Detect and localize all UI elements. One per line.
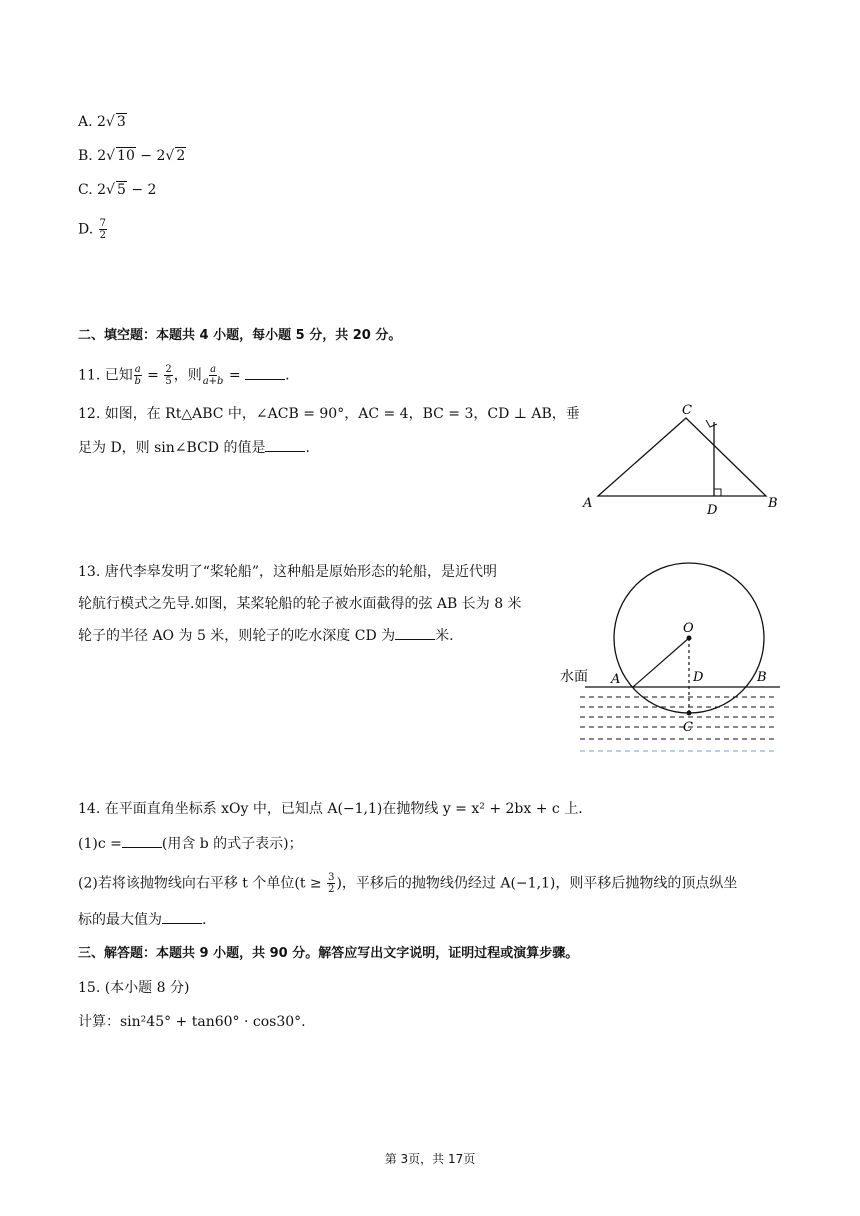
radius-ao [633, 638, 689, 687]
option-d-prefix: D. [78, 221, 98, 238]
option-d [78, 218, 108, 241]
q13-line3-pre: 轮子的半径 AO 为 5 米，则轮子的吃水深度 CD 为 [78, 628, 396, 644]
q11-mid: ，则 [173, 367, 202, 384]
answer-blank[interactable] [395, 627, 435, 640]
q14-line3 [78, 872, 737, 895]
q13-line3-end: 米. [435, 628, 454, 644]
q11-eq1: = [142, 367, 164, 384]
q11-eq2: = [224, 367, 246, 384]
option-c-prefix: C. 2 [78, 182, 107, 198]
q12-line2-end: . [305, 440, 310, 456]
q11-pre: 11. 已知 [78, 367, 133, 384]
answer-blank[interactable] [245, 367, 285, 380]
q14-line2-pre: (1)c = [78, 836, 122, 852]
option-d-fraction: $\frac{7}{2}$ [99, 218, 107, 241]
q13-line1: 13. 唐代李皋发明了“桨轮船”，这种船是原始形态的轮船，是近代明 [78, 564, 498, 580]
answer-blank[interactable] [265, 439, 305, 452]
label-b: B [768, 496, 778, 511]
answer-blank[interactable] [122, 835, 162, 848]
question-11 [78, 364, 290, 387]
triangle-abc [598, 418, 766, 496]
page-footer: 第 3页，共 17页 [384, 1152, 476, 1166]
q14-line4-pre: 标的最大值为 [78, 912, 162, 928]
label-d: D [707, 503, 718, 518]
option-b-radicand-2: 2 [176, 148, 186, 164]
option-b-mid: − 2 [135, 148, 166, 164]
option-b-prefix: B. 2 [78, 148, 107, 164]
q11-fraction-a-b: $\frac{a}{b}$ [134, 364, 141, 387]
q14-line4 [78, 910, 206, 930]
option-a-radicand: 3 [116, 114, 126, 130]
q11-fraction-a-ab: $\frac{a}{a+b}$ [202, 364, 224, 387]
option-b [78, 146, 186, 166]
q12-line2 [78, 438, 310, 458]
q13-line2: 轮航行模式之先导.如图，某桨轮船的轮子被水面截得的弦 AB 长为 8 米 [78, 596, 522, 612]
label-b: B [757, 670, 767, 685]
q11-fraction-2-5: $\frac{2}{5}$ [165, 364, 172, 387]
q14-line2 [78, 834, 303, 854]
label-a: A [611, 672, 621, 687]
label-c: C [683, 720, 693, 735]
option-c-radicand: 5 [116, 182, 126, 198]
sqrt-icon: √ [105, 114, 115, 130]
section2-heading: 二、填空题：本题共 4 小题，每小题 5 分，共 20 分。 [78, 328, 402, 343]
section3-heading: 三、解答题：本题共 9 小题，共 90 分。解答应写出文字说明，证明过程或演算步骤。 [78, 946, 579, 961]
sqrt-icon: √ [106, 148, 116, 164]
q12-triangle-figure [580, 398, 790, 523]
q14-line4-end: . [202, 912, 207, 928]
q14-line3-end: )，平移后的抛物线仍经过 A(−1,1)，则平移后抛物线的顶点纵坐 [336, 875, 738, 892]
option-c [78, 180, 156, 200]
q13-wheel-figure [555, 550, 785, 760]
label-d: D [693, 670, 704, 685]
option-c-suffix: − 2 [126, 182, 157, 198]
q12-line2-pre: 足为 D，则 sin∠BCD 的值是 [78, 440, 266, 456]
q14-line3-pre: (2)若将该抛物线向右平移 t 个单位(t ≥ [78, 875, 327, 892]
q13-line3 [78, 626, 454, 646]
q15-calc: 计算：sin²45° + tan60° · cos30°. [78, 1014, 306, 1030]
q14-fraction: $\frac{3}{2}$ [328, 872, 335, 895]
right-angle-mark-c [706, 420, 717, 427]
q14-line2-end: (用含 b 的式子表示)； [161, 836, 303, 852]
sqrt-icon: √ [106, 182, 115, 198]
q11-end: . [285, 367, 290, 384]
label-o: O [683, 621, 694, 636]
label-c: C [682, 403, 692, 418]
right-angle-mark-d [714, 489, 721, 496]
point-c [687, 711, 692, 716]
q15-title: 15. (本小题 8 分) [78, 980, 190, 996]
q12-line1: 12. 如图，在 Rt△ABC 中，∠ACB = 90°，AC = 4，BC = 3，CD ⊥ AB，垂 [78, 406, 580, 422]
q14-line1: 14. 在平面直角坐标系 xOy 中，已知点 A(−1,1)在抛物线 y = x² + 2bx + c 上. [78, 801, 583, 817]
option-a-prefix: A. 2 [78, 114, 106, 130]
answer-blank[interactable] [162, 911, 202, 924]
point-o [687, 636, 692, 641]
option-a [78, 112, 127, 132]
label-a: A [583, 496, 593, 511]
option-b-radicand: 10 [117, 148, 135, 164]
water-label: 水面 [560, 669, 588, 685]
sqrt-icon: √ [165, 148, 175, 164]
